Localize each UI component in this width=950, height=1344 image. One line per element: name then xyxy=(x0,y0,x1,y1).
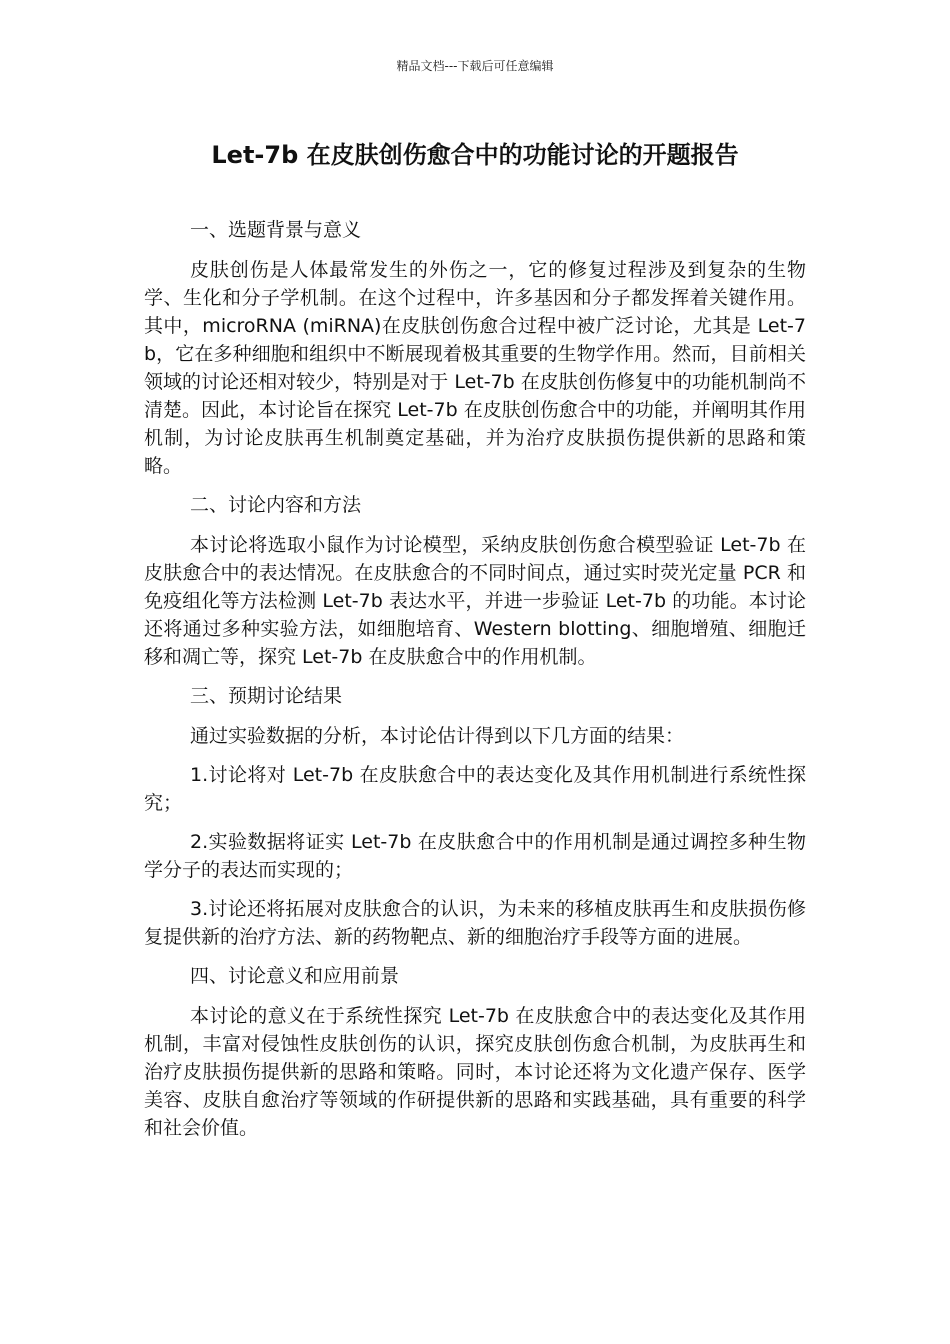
result-item-2: 2.实验数据将证实 Let-7b 在皮肤愈合中的作用机制是通过调控多种生物学分子的表达而实现的； xyxy=(144,831,806,881)
document-title: Let-7b 在皮肤创伤愈合中的功能讨论的开题报告 xyxy=(211,141,739,169)
section-heading-content-methods: 二、讨论内容和方法 xyxy=(190,494,362,516)
document-body xyxy=(144,216,806,1153)
section-heading-background: 一、选题背景与意义 xyxy=(190,219,362,241)
header-note: 精品文档---下载后可任意编辑 xyxy=(396,59,554,73)
paragraph-results-intro: 通过实验数据的分析，本讨论估计得到以下几方面的结果： xyxy=(190,725,685,747)
paragraph-background: 皮肤创伤是人体最常发生的外伤之一，它的修复过程涉及到复杂的生物学、生化和分子学机制。在这个过程中，许多基因和分子都发挥着关键作用。其中，microRNA (miRNA)在皮肤创伤愈合过程中被广泛讨论，尤其是 Let-7b，它在多种细胞和组织中不断展现着极其重要的生物学作用。然而，目前相关领域的讨论还相对较少，特别是对于 Let-7b 在皮肤创伤修复中的功能机制尚不清楚。因此，本讨论旨在探究 Let-7b 在皮肤创伤愈合中的功能，并阐明其作用机制，为讨论皮肤再生机制奠定基础，并为治疗皮肤损伤提供新的思路和策略。 xyxy=(144,259,806,477)
section-heading-significance: 四、讨论意义和应用前景 xyxy=(190,965,400,987)
paragraph-significance: 本讨论的意义在于系统性探究 Let-7b 在皮肤愈合中的表达变化及其作用机制，丰富对侵蚀性皮肤创伤的认识，探究皮肤创伤愈合机制，为皮肤再生和治疗皮肤损伤提供新的思路和策略。同时，本讨论还将为文化遗产保存、医学美容、皮肤自愈治疗等领域的作研提供新的思路和实践基础，具有重要的科学和社会价值。 xyxy=(144,1005,806,1139)
result-item-3: 3.讨论还将拓展对皮肤愈合的认识，为未来的移植皮肤再生和皮肤损伤修复提供新的治疗方法、新的药物靶点、新的细胞治疗手段等方面的进展。 xyxy=(144,898,806,948)
paragraph-content-methods: 本讨论将选取小鼠作为讨论模型，采纳皮肤创伤愈合模型验证 Let-7b 在皮肤愈合中的表达情况。在皮肤愈合的不同时间点，通过实时荧光定量 PCR 和免疫组化等方法检测 Let-7b 表达水平，并进一步验证 Let-7b 的功能。本讨论还将通过多种实验方法，如细胞培育、Western blotting、细胞增殖、细胞迁移和凋亡等，探究 Let-7b 在皮肤愈合中的作用机制。 xyxy=(144,534,806,668)
result-item-1: 1.讨论将对 Let-7b 在皮肤愈合中的表达变化及其作用机制进行系统性探究； xyxy=(144,764,806,814)
section-heading-expected-results: 三、预期讨论结果 xyxy=(190,685,343,707)
